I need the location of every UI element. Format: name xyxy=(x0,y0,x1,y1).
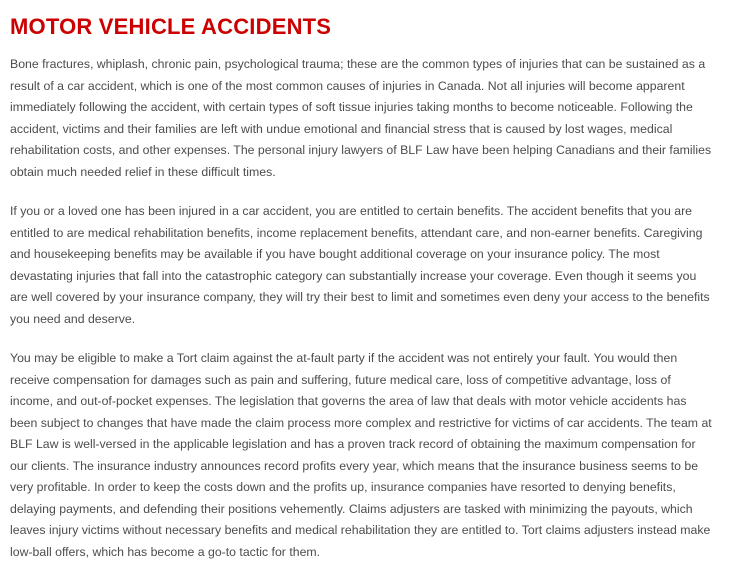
paragraph-3: You may be eligible to make a Tort claim against the at-fault party if the accident was not entirely your fault. You would then receive compensation for damages such as pain and suffering, future medical care, loss of competitive advantage, loss of income, and out-of-pocket expenses. The legislation that governs the area of law that deals with motor vehicle accidents has been subject to changes that have made the claim process more complex and restrictive for victims of car accidents. The team at BLF Law is well-versed in the applicable legislation and has a proven track record of obtaining the maximum compensation for our clients. The insurance industry announces record profits every year, which means that the insurance business seems to be very profitable. In order to keep the costs down and the profits up, insurance companies have resorted to denying benefits, delaying payments, and defending their positions vehemently. Claims adjusters are tasked with minimizing the payouts, which leaves injury victims without necessary benefits and medical rehabilitation they are entitled to. Tort claims adjusters instead make low-ball offers, which has become a go-to tactic for them. xyxy=(10,351,712,559)
article-body xyxy=(10,54,715,563)
paragraph-2: If you or a loved one has been injured in a car accident, you are entitled to certain benefits. The accident benefits that you are entitled to are medical rehabilitation benefits, income replacement benefits, attendant care, and non-earner benefits. Caregiving and housekeeping benefits may be available if you have bought additional coverage on your insurance policy. The most devastating injuries that fall into the catastrophic category can substantially increase your coverage. Even though it seems you are well covered by your insurance company, they will try their best to limit and sometimes even deny your access to the benefits you need and deserve. xyxy=(10,204,710,326)
page-title: MOTOR VEHICLE ACCIDENTS xyxy=(10,14,332,39)
paragraph-1: Bone fractures, whiplash, chronic pain, psychological trauma; these are the common types of injuries that can be sustained as a result of a car accident, which is one of the most common causes of injuries in Canada. Not all injuries will become apparent immediately following the accident, with certain types of soft tissue injuries taking months to become noticeable. Following the accident, victims and their families are left with undue emotional and financial stress that is caused by lost wages, medical rehabilitation costs, and other expenses. The personal injury lawyers of BLF Law have been helping Canadians and their families obtain much needed relief in these difficult times. xyxy=(10,57,712,179)
